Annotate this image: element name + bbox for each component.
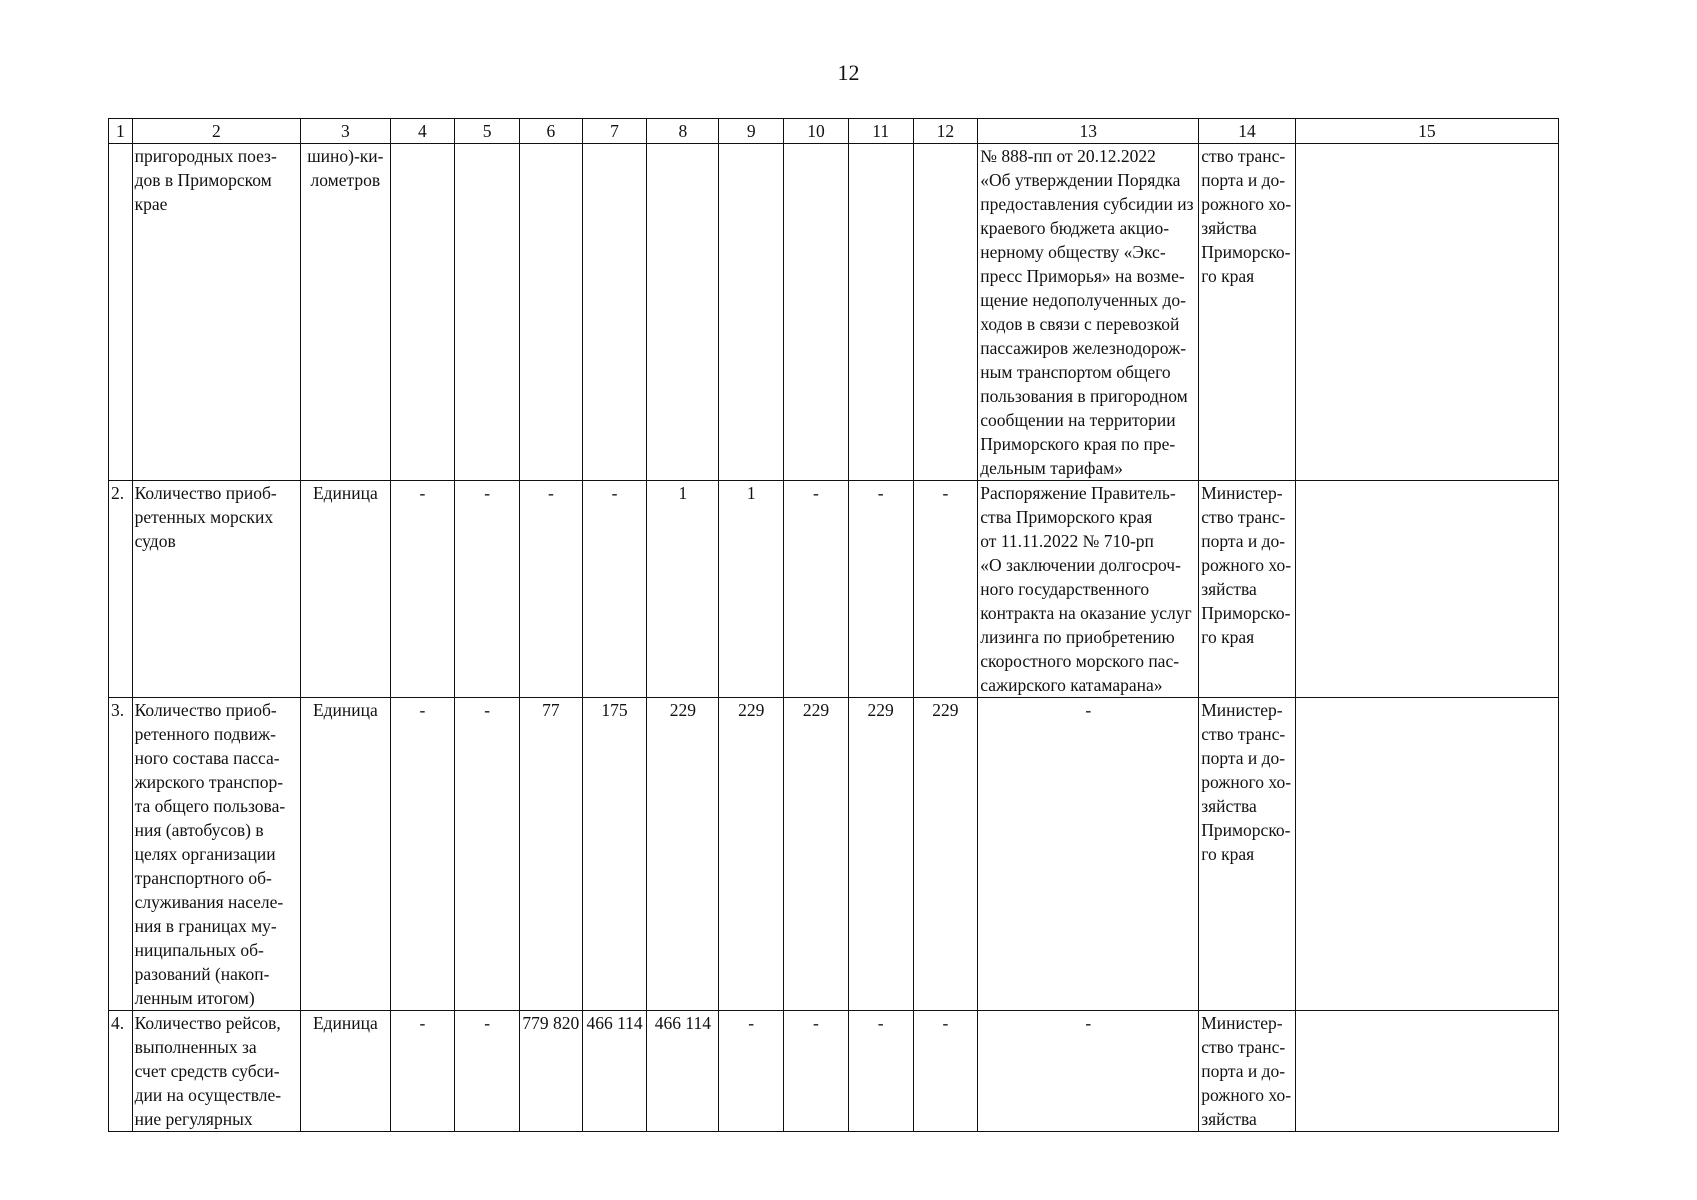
- value-cell: 1: [719, 481, 784, 698]
- value-cell: [455, 144, 520, 481]
- indicators-table: [108, 118, 1559, 1132]
- value-cell: -: [848, 1011, 913, 1132]
- responsible-cell: Министер- ство транс- порта и до- рожного хо- зяйства Приморско- го края: [1199, 698, 1296, 1011]
- column-header: 10: [784, 119, 849, 144]
- indicator-name-cell: пригородных поез- дов в Приморском крае: [132, 144, 301, 481]
- legal-basis-cell: Распоряжение Правитель- ства Приморского края от 11.11.2022 № 710-рп «О заключении долгосроч- ного государственного контракта на оказание услуг лизинга по приобретению скоростного морского пас- сажирского катамарана»: [978, 481, 1199, 698]
- note-cell: [1295, 1011, 1558, 1132]
- value-cell: -: [848, 481, 913, 698]
- page-number: 12: [837, 60, 860, 85]
- column-header: 13: [978, 119, 1199, 144]
- unit-cell: Единица: [301, 698, 390, 1011]
- value-cell: 229: [719, 698, 784, 1011]
- value-cell: 229: [913, 698, 978, 1011]
- value-cell: 175: [582, 698, 647, 1011]
- indicator-name-cell: Количество рейсов, выполненных за счет средств субси- дии на осуществле- ние регулярных: [132, 1011, 301, 1132]
- value-cell: 1: [647, 481, 719, 698]
- value-cell: [520, 144, 583, 481]
- row-number-cell: [109, 144, 133, 481]
- value-cell: -: [719, 1011, 784, 1132]
- column-header: 1: [109, 119, 133, 144]
- value-cell: -: [582, 481, 647, 698]
- table-row: [109, 481, 1559, 698]
- value-cell: -: [455, 481, 520, 698]
- unit-cell: Единица: [301, 481, 390, 698]
- value-cell: [719, 144, 784, 481]
- value-cell: [582, 144, 647, 481]
- row-number-cell: 2.: [109, 481, 133, 698]
- value-cell: [913, 144, 978, 481]
- value-cell: -: [455, 1011, 520, 1132]
- indicator-name-cell: Количество приоб- ретенного подвиж- ного состава пасса- жирского транспор- та общего пользова- ния (автобусов) в целях организации транспортного об- служивания населе- ния в границах му- ниципальных об- разований (накоп- ленным итогом): [132, 698, 301, 1011]
- column-header: 5: [455, 119, 520, 144]
- responsible-cell: Министер- ство транс- порта и до- рожного хо- зяйства: [1199, 1011, 1296, 1132]
- column-header: 9: [719, 119, 784, 144]
- value-cell: [647, 144, 719, 481]
- note-cell: [1295, 698, 1558, 1011]
- column-header: 6: [520, 119, 583, 144]
- value-cell: -: [455, 698, 520, 1011]
- row-number-cell: 3.: [109, 698, 133, 1011]
- value-cell: 77: [520, 698, 583, 1011]
- table-row: [109, 144, 1559, 481]
- table-row: [109, 1011, 1559, 1132]
- note-cell: [1295, 481, 1558, 698]
- value-cell: [848, 144, 913, 481]
- responsible-cell: ство транс- порта и до- рожного хо- зяйства Приморско- го края: [1199, 144, 1296, 481]
- note-cell: [1295, 144, 1558, 481]
- value-cell: 229: [848, 698, 913, 1011]
- table-row: [109, 698, 1559, 1011]
- legal-basis-cell: -: [978, 698, 1199, 1011]
- legal-basis-cell: -: [978, 1011, 1199, 1132]
- column-header: 8: [647, 119, 719, 144]
- value-cell: -: [784, 1011, 849, 1132]
- value-cell: 466 114: [647, 1011, 719, 1132]
- value-cell: 466 114: [582, 1011, 647, 1132]
- column-header: 12: [913, 119, 978, 144]
- column-header: 14: [1199, 119, 1296, 144]
- column-header: 15: [1295, 119, 1558, 144]
- value-cell: -: [913, 1011, 978, 1132]
- value-cell: -: [390, 481, 455, 698]
- column-header: 2: [132, 119, 301, 144]
- column-header: 11: [848, 119, 913, 144]
- value-cell: [784, 144, 849, 481]
- value-cell: -: [913, 481, 978, 698]
- column-header: 3: [301, 119, 390, 144]
- column-header: 7: [582, 119, 647, 144]
- value-cell: -: [784, 481, 849, 698]
- value-cell: -: [390, 698, 455, 1011]
- value-cell: 779 820: [520, 1011, 583, 1132]
- value-cell: -: [390, 1011, 455, 1132]
- column-header: 4: [390, 119, 455, 144]
- value-cell: 229: [784, 698, 849, 1011]
- unit-cell: Единица: [301, 1011, 390, 1132]
- legal-basis-cell: № 888-пп от 20.12.2022 «Об утверждении Порядка предоставления субсидии из краевого бюджета акцио- нерному обществу «Экс- пресс Приморья» на возме- щение недополученных до- ходов в связи с перевозкой пассажиров железнодорож- ным транспортом общего пользования в пригородном сообщении на территории Приморского края по пре- дельным тарифам»: [978, 144, 1199, 481]
- indicator-name-cell: Количество приоб- ретенных морских судов: [132, 481, 301, 698]
- value-cell: -: [520, 481, 583, 698]
- row-number-cell: 4.: [109, 1011, 133, 1132]
- value-cell: [390, 144, 455, 481]
- column-number-row: [109, 119, 1559, 144]
- unit-cell: шино)-ки- лометров: [301, 144, 390, 481]
- value-cell: 229: [647, 698, 719, 1011]
- responsible-cell: Министер- ство транс- порта и до- рожного хо- зяйства Приморско- го края: [1199, 481, 1296, 698]
